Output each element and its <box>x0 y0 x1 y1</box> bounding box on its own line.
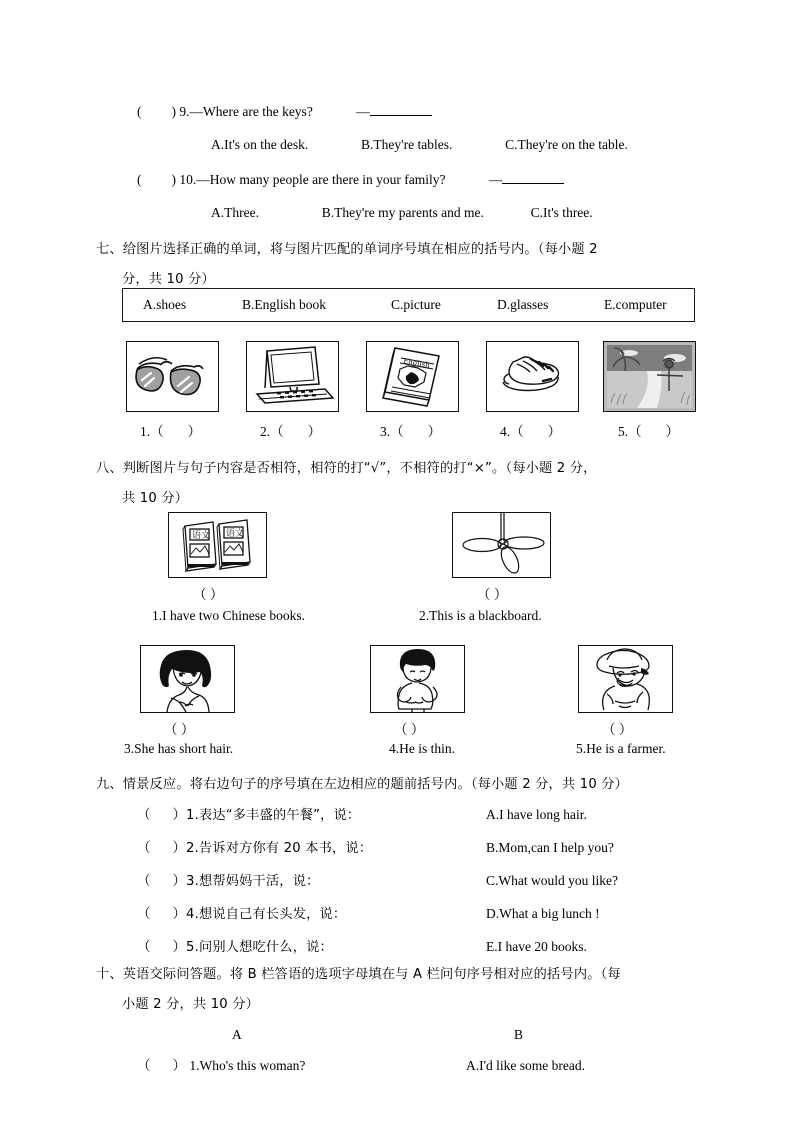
match-bracket-close: ） <box>172 840 186 855</box>
match-right-item-d[interactable]: D.What a big lunch ! <box>486 906 600 921</box>
match-bracket-open[interactable]: （ <box>137 840 151 855</box>
picture-4-label-open: 4.（ <box>500 424 524 439</box>
picture-1-label-close: ） <box>187 424 202 439</box>
ceiling-fan-icon <box>453 513 550 577</box>
girl-short-hair-icon <box>141 646 234 712</box>
judge-item-3-caption: 3.She has short hair. <box>124 741 234 756</box>
picture-1-frame <box>126 341 219 412</box>
match-left-item-3: 3.想帮妈妈干活，说： <box>186 874 320 889</box>
column-a-header: A <box>232 1027 242 1042</box>
word-bank-option-a[interactable]: A.shoes <box>143 297 187 312</box>
answer-blank-line[interactable] <box>502 172 564 184</box>
section-seven-heading-line-1: 七、给图片选择正确的单词，将与图片匹配的单词序号填在相应的括号内。（每小题 2 <box>96 242 598 257</box>
picture-2-label-open: 2.（ <box>260 424 284 439</box>
picture-1-answer-label[interactable] <box>140 420 201 440</box>
judge-item-4-frame <box>370 645 465 713</box>
match-bracket-close: ） <box>172 873 186 888</box>
word-bank-option-e[interactable]: E.computer <box>604 297 667 312</box>
match-bracket-close: ） <box>172 906 186 921</box>
question-number: 9. <box>179 104 190 119</box>
match-left-item-5: 5.问别人想吃什么，说： <box>186 940 333 955</box>
answer-dash: — <box>488 172 503 187</box>
match-bracket-open[interactable]: （ <box>137 939 151 954</box>
match-row-3 <box>137 874 319 888</box>
option-a[interactable]: A.Three. <box>211 205 259 220</box>
judge-item-1-frame <box>168 512 267 578</box>
section-ten-heading-line-2: 小题 2 分，共 10 分） <box>122 997 260 1012</box>
word-bank-option-c[interactable]: C.picture <box>391 297 441 312</box>
judge-item-2-frame <box>452 512 551 578</box>
question-9-options <box>211 138 628 152</box>
picture-3-frame <box>366 341 459 412</box>
judge-item-2-caption: 2.This is a blackboard. <box>419 608 542 623</box>
laptop-computer-icon <box>247 342 338 411</box>
svg-text:English: English <box>402 357 431 370</box>
picture-3-label-open: 3.（ <box>380 424 404 439</box>
two-chinese-books-icon <box>169 513 266 577</box>
picture-4-answer-label[interactable] <box>500 420 561 440</box>
picture-3-answer-label[interactable] <box>380 420 441 440</box>
match-left-item-1: 1.表达“多丰盛的午餐”，说： <box>186 808 361 823</box>
section-eight-heading-line-1: 八、判断图片与句子内容是否相符，相符的打“√”，不相符的打“×”。（每小题 2 分， <box>96 461 597 476</box>
judge-item-4-caption: 4.He is thin. <box>389 741 455 756</box>
word-bank-option-b[interactable]: B.English book <box>242 297 327 312</box>
picture-3-label-close: ） <box>427 424 442 439</box>
option-b[interactable]: B.They're my parents and me. <box>321 205 484 220</box>
qa-bracket-open[interactable]: （ <box>137 1058 151 1073</box>
picture-5-label-close: ） <box>665 424 680 439</box>
sunglasses-icon <box>127 342 218 411</box>
match-bracket-close: ） <box>172 807 186 822</box>
question-10-line <box>137 172 564 187</box>
picture-2-answer-label[interactable] <box>260 420 321 440</box>
answer-dash: — <box>356 104 370 119</box>
judge-item-3-bracket[interactable]: （ ） <box>164 722 195 737</box>
farmer-with-hat-icon <box>579 646 672 712</box>
landscape-photo-icon <box>607 345 692 408</box>
question-dash: — <box>189 104 203 119</box>
question-number: 10. <box>179 172 197 187</box>
judge-item-4-bracket[interactable]: （ ） <box>394 722 425 737</box>
answer-bracket-close: ) <box>171 104 176 119</box>
picture-4-frame <box>486 341 579 412</box>
picture-2-label-close: ） <box>307 424 322 439</box>
match-row-2 <box>137 841 372 855</box>
question-10-options <box>211 206 593 220</box>
question-9-line <box>137 104 432 119</box>
option-b[interactable]: B.They're tables. <box>361 137 453 152</box>
match-row-5 <box>137 940 333 954</box>
answer-blank-line[interactable] <box>370 104 432 116</box>
sneaker-shoes-icon <box>487 342 578 411</box>
section-eight-heading-line-2: 共 10 分） <box>122 491 189 506</box>
judge-item-1-bracket[interactable]: （ ） <box>193 587 224 602</box>
qa-bracket-close: ） <box>172 1058 186 1073</box>
match-right-item-b[interactable]: B.Mom,can I help you? <box>486 840 614 855</box>
match-right-item-c[interactable]: C.What would you like? <box>486 873 618 888</box>
picture-4-label-close: ） <box>547 424 562 439</box>
match-bracket-open[interactable]: （ <box>137 906 151 921</box>
section-seven-heading-line-2: 分，共 10 分） <box>122 272 215 287</box>
judge-item-5-bracket[interactable]: （ ） <box>602 722 633 737</box>
match-bracket-close: ） <box>172 939 186 954</box>
match-left-item-2: 2.告诉对方你有 20 本书，说： <box>186 841 373 856</box>
answer-bracket[interactable]: ( <box>137 172 142 187</box>
match-row-4 <box>137 907 346 921</box>
judge-item-2-bracket[interactable]: （ ） <box>477 587 508 602</box>
svg-text:语文: 语文 <box>226 529 245 539</box>
match-bracket-open[interactable]: （ <box>137 873 151 888</box>
judge-item-1-caption: 1.I have two Chinese books. <box>152 608 305 623</box>
option-c[interactable]: C.It's three. <box>530 205 593 220</box>
question-prompt: Where are the keys? <box>203 104 313 119</box>
qa-question-1: 1.Who's this woman? <box>189 1058 306 1073</box>
picture-5-label-open: 5.（ <box>618 424 642 439</box>
match-right-item-e[interactable]: E.I have 20 books. <box>486 939 587 954</box>
english-book-icon <box>367 342 458 411</box>
question-prompt: How many people are there in your family? <box>209 172 446 187</box>
section-ten-heading-line-1: 十、英语交际问答题。将 B 栏答语的选项字母填在与 A 栏问句序号相对应的括号内。（每 <box>96 967 621 982</box>
qa-row-1 <box>137 1059 305 1073</box>
option-c[interactable]: C.They're on the table. <box>505 137 628 152</box>
column-b-header: B <box>514 1027 524 1042</box>
question-dash: — <box>196 172 210 187</box>
qa-answer-a[interactable]: A.I'd like some bread. <box>466 1058 586 1073</box>
word-bank-box <box>122 288 695 322</box>
option-a[interactable]: A.It's on the desk. <box>211 137 309 152</box>
picture-5-frame <box>603 341 696 412</box>
answer-bracket-close: ) <box>171 172 176 187</box>
answer-bracket[interactable]: ( <box>137 104 142 119</box>
match-left-item-4: 4.想说自己有长头发，说： <box>186 907 347 922</box>
judge-item-5-caption: 5.He is a farmer. <box>576 741 666 756</box>
word-bank-option-d[interactable]: D.glasses <box>497 297 549 312</box>
picture-5-answer-label[interactable] <box>618 420 679 440</box>
match-row-1 <box>137 808 360 822</box>
thin-boy-icon <box>371 646 464 712</box>
svg-text:语文: 语文 <box>192 531 211 541</box>
picture-2-frame <box>246 341 339 412</box>
picture-1-label-open: 1.（ <box>140 424 164 439</box>
judge-item-5-frame <box>578 645 673 713</box>
judge-item-3-frame <box>140 645 235 713</box>
section-nine-heading: 九、情景反应。将右边句子的序号填在左边相应的题前括号内。（每小题 2 分，共 10 分） <box>96 777 629 792</box>
match-bracket-open[interactable]: （ <box>137 807 151 822</box>
match-right-item-a[interactable]: A.I have long hair. <box>486 807 587 822</box>
